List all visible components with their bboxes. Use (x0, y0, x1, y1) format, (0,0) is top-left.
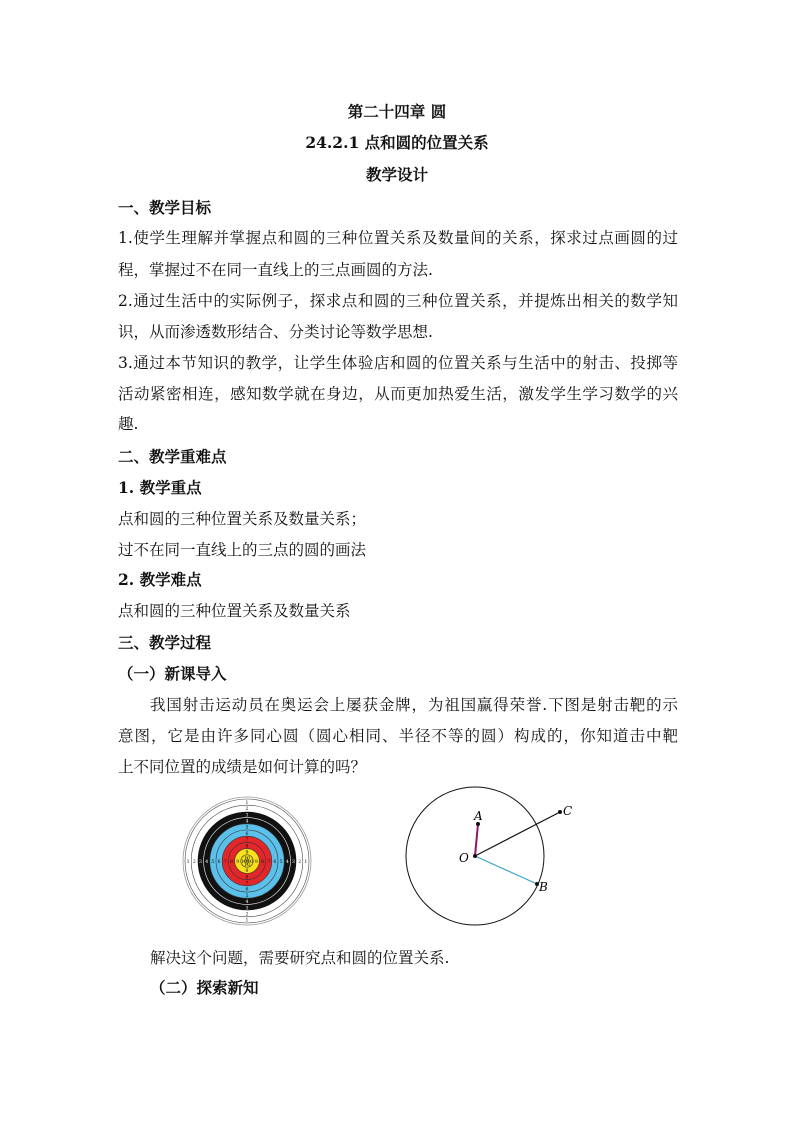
goal-1-line-1: 1.使学生理解并掌握点和圆的三种位置关系及数量间的关系，探求过点画圆的过 (118, 229, 678, 247)
label-b: B (539, 880, 548, 894)
target-score-label: 1 (186, 859, 190, 865)
goal-1-line-2: 程，掌握过不在同一直线上的三点画圆的方法. (118, 261, 433, 279)
target-score-label: 9 (245, 850, 249, 856)
goal-2-line-2: 识，从而渗透数形结合、分类讨论等数学思想. (118, 323, 433, 341)
target-score-label: 9 (245, 869, 249, 875)
target-score-label: 5 (245, 825, 249, 831)
point-c (558, 810, 562, 814)
target-score-label: 8 (245, 844, 249, 850)
target-score-label: 1 (245, 918, 249, 924)
intro-line-2: 意图，它是由许多同心圆（圆心相同、半径不等的圆）构成的，你知道击中靶 (118, 727, 678, 745)
target-score-label: 4 (245, 900, 249, 906)
difficulty-item-1: 点和圆的三种位置关系及数量关系 (118, 602, 351, 620)
goal-3-line-2: 活动紧密相连，感知数学就在身边，从而更加热爱生活，激发学生学习数学的兴 (118, 385, 678, 403)
target-score-label: 7 (223, 859, 227, 865)
goal-3-line-3: 趣. (118, 415, 139, 433)
target-score-label: 3 (199, 859, 202, 865)
target-score-label: 1 (245, 800, 249, 806)
target-score-label: 6 (217, 859, 221, 865)
target-score-label: 8 (230, 859, 233, 865)
target-score-label: 10 (244, 862, 250, 868)
goal-2-line-1: 2.通过生活中的实际例子，探求点和圆的三种位置关系，并提炼出相关的数学知 (118, 292, 678, 310)
process-heading: 三、教学过程 (118, 633, 212, 652)
intro-line-1: 我国射击运动员在奥运会上屡获金牌，为祖国赢得荣誉.下图是射击靶的示 (150, 696, 678, 714)
doc-type-title: 教学设计 (365, 165, 428, 184)
intro-title: （一）新课导入 (118, 664, 227, 683)
explore-title: （二）探索新知 (150, 978, 259, 997)
target-score-label: 3 (245, 813, 249, 819)
focus-title: 1. 教学重点 (118, 478, 202, 497)
section-title: 24.2.1 点和圆的位置关系 (305, 133, 489, 152)
difficulty-title: 2. 教学难点 (118, 570, 202, 589)
target-score-label: 3 (292, 859, 295, 865)
target-score-label: 4 (205, 859, 209, 865)
label-o: O (459, 851, 469, 865)
target-score-label: 9 (236, 859, 240, 865)
after-figure-text: 解决这个问题，需要研究点和圆的位置关系. (150, 949, 450, 967)
target-score-label: 10 (247, 859, 254, 865)
target-score-label: 4 (285, 859, 289, 865)
focus-item-1: 点和圆的三种位置关系及数量关系； (118, 510, 367, 528)
target-score-label: 7 (267, 859, 271, 865)
goal-3-line-1: 3.通过本节知识的教学，让学生体验店和圆的位置关系与生活中的射击、投掷等 (118, 354, 678, 372)
target-score-label: 9 (254, 859, 258, 865)
target-score-label: 1 (304, 859, 308, 865)
target-score-label: 8 (245, 875, 249, 881)
target-score-label: 4 (245, 819, 249, 825)
point-circle-figure (400, 780, 590, 930)
target-score-label: 2 (245, 912, 249, 918)
target-score-label: 6 (245, 831, 249, 837)
target-score-label: 10 (244, 856, 250, 862)
target-score-label: 7 (245, 881, 249, 887)
target-score-label: 2 (298, 859, 302, 865)
target-score-label: 3 (245, 906, 249, 912)
target-score-label: 6 (273, 859, 277, 865)
target-score-label: 10 (240, 859, 247, 865)
target-score-label: 8 (261, 859, 264, 865)
target-score-label: 5 (211, 859, 215, 865)
point-o (473, 854, 477, 858)
intro-line-3: 上不同位置的成绩是如何计算的吗？ (118, 758, 367, 776)
target-score-label: 7 (245, 838, 249, 844)
label-a: A (474, 809, 483, 823)
target-score-label: 6 (245, 887, 249, 893)
target-score-label: 5 (279, 859, 283, 865)
goals-heading: 一、教学目标 (118, 198, 212, 217)
chapter-title: 第二十四章 圆 (347, 102, 447, 121)
target-score-label: 5 (245, 893, 249, 899)
segment-ob (475, 856, 537, 884)
segment-oa (475, 824, 478, 856)
target-score-label: 2 (245, 807, 249, 813)
segment-oc (475, 812, 560, 856)
keypoints-heading: 二、教学重难点 (118, 447, 227, 466)
target-score-label: 2 (192, 859, 196, 865)
archery-target-figure (172, 796, 322, 926)
focus-item-2: 过不在同一直线上的三点的圆的画法 (118, 541, 367, 559)
label-c: C (563, 804, 573, 818)
